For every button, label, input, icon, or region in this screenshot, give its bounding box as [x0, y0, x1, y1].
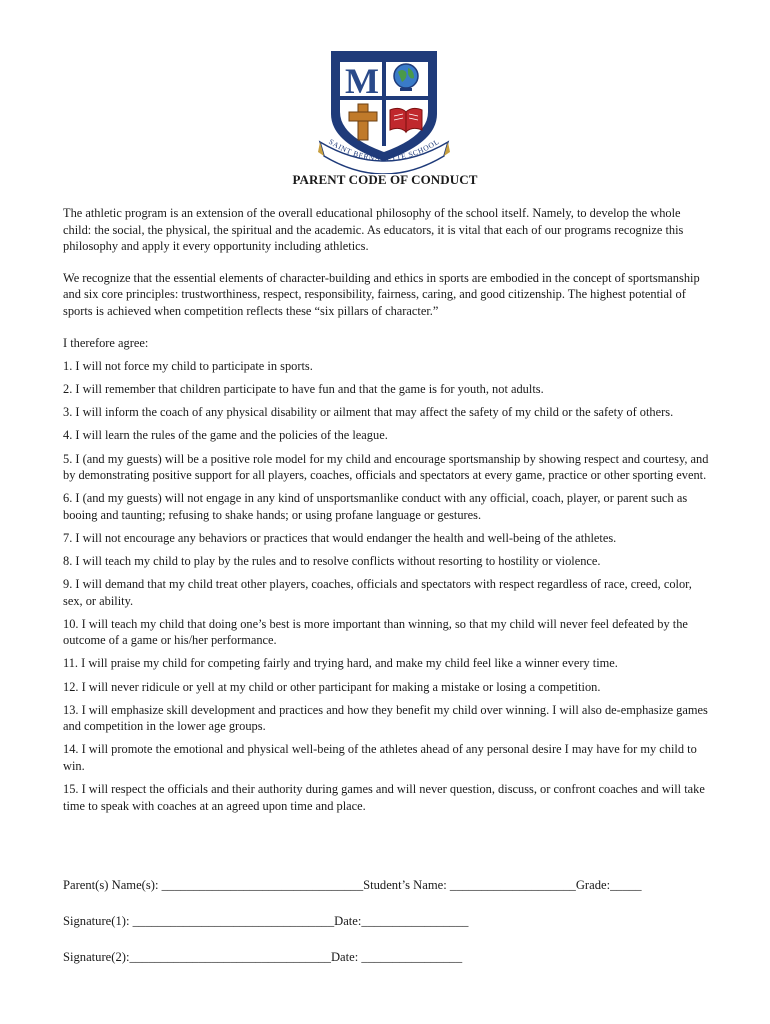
pledge-item: 11. I will praise my child for competing fairly and trying hard, and make my child feel like a winner every time. [63, 656, 618, 671]
date-2-label: Date: [330, 950, 359, 964]
agree-heading: I therefore agree: [63, 335, 149, 350]
grade-label: Grade: [575, 878, 611, 892]
pledge-item: 1. I will not force my child to participate in sports. [63, 359, 313, 374]
pledge-item: 4. I will learn the rules of the game and the policies of the league. [63, 428, 388, 443]
date-1-field[interactable]: _________________ [361, 914, 469, 928]
pledge-item: 3. I will inform the coach of any physical disability or ailment that may affect the safety of my child or the safety of others. [63, 405, 674, 420]
parents-name-label: Parent(s) Name(s): [63, 878, 159, 892]
pledge-item: 15. I will respect the officials and their authority during games and will never question, discuss, or confront coaches and will take time to speak with coaches at an agreed upon time and place. [63, 782, 705, 813]
pledge-item: 14. I will promote the emotional and physical well-being of the athletes ahead of any personal desire I may have for my child to win. [63, 742, 697, 773]
document-body [63, 205, 711, 821]
open-book-icon [390, 108, 422, 132]
signature-2-row [63, 950, 723, 965]
crest-letter-m: M [345, 61, 379, 101]
school-crest-logo [318, 48, 450, 174]
pledge-item: 10. I will teach my child that doing one’s best is more important than winning, so that my child will never feel defeated by the outcome of a game or his/her performance. [63, 616, 688, 648]
pledge-item: 9. I will demand that my child treat other players, coaches, officials and spectators with respect regardless of race, creed, color, sex, or ability. [63, 577, 692, 608]
signature-1-field[interactable]: ________________________________ [132, 914, 335, 928]
intro-paragraph: We recognize that the essential elements of character-building and ethics in sports are embodied in the concept of sportsmanship and six core principles: trustworthiness, respect, responsibility, fairness, caring, and good citizenship. The highest potential of sports is achieved when competition reflects these “six pillars of character.” [63, 270, 700, 318]
pledge-item: 5. I (and my guests) will be a positive role model for my child and encourage sportsmanship by showing respect and courtesy, and by demonstrating positive support for all players, coaches, officials and spectators at every game, practice or other sporting event. [63, 451, 709, 483]
pledge-item: 2. I will remember that children participate to have fun and that the game is for youth, not adults. [63, 382, 544, 397]
date-1-label: Date: [334, 914, 362, 928]
crest-banner-text: SAINT BERNADETTE SCHOOL [327, 136, 441, 164]
signature-1-label: Signature(1): [63, 914, 130, 928]
student-name-label: Student’s Name: [363, 878, 447, 892]
pledge-item: 6. I (and my guests) will not engage in any kind of unsportsmanlike conduct with any official, coach, player, or parent such as booing and taunting; refusing to shake hands; or using profane language or gestures. [63, 491, 688, 522]
grade-field[interactable]: _____ [610, 878, 642, 892]
page-title: PARENT CODE OF CONDUCT [292, 172, 478, 187]
pledge-item: 7. I will not encourage any behaviors or practices that would endanger the health and well-being of the athletes. [63, 530, 617, 545]
intro-paragraph: The athletic program is an extension of the overall educational philosophy of the school itself. Namely, to develop the whole child: the social, the physical, the spiritual and the academic. As educators, it is vital that each of our programs recognize this philosophy and apply it every opportunity including athletics. [63, 206, 684, 254]
pledge-item: 12. I will never ridicule or yell at my child or other participant for making a mistake or losing a competition. [63, 679, 601, 694]
pledge-item: 8. I will teach my child to play by the rules and to resolve conflicts without resorting to hostility or violence. [63, 554, 601, 568]
names-row [63, 878, 723, 893]
signature-1-row [63, 914, 723, 929]
student-name-field[interactable]: ____________________ [449, 878, 576, 892]
pledge-item: 13. I will emphasize skill development and practices and how they benefit my child over winning. I will also de-emphasize games and competition in the lower age groups. [63, 702, 708, 734]
date-2-field[interactable]: ________________ [361, 950, 463, 964]
signature-2-label: Signature(2): [63, 950, 130, 964]
signature-2-field[interactable]: ________________________________ [129, 950, 331, 964]
parents-name-field[interactable]: ________________________________ [161, 878, 364, 892]
